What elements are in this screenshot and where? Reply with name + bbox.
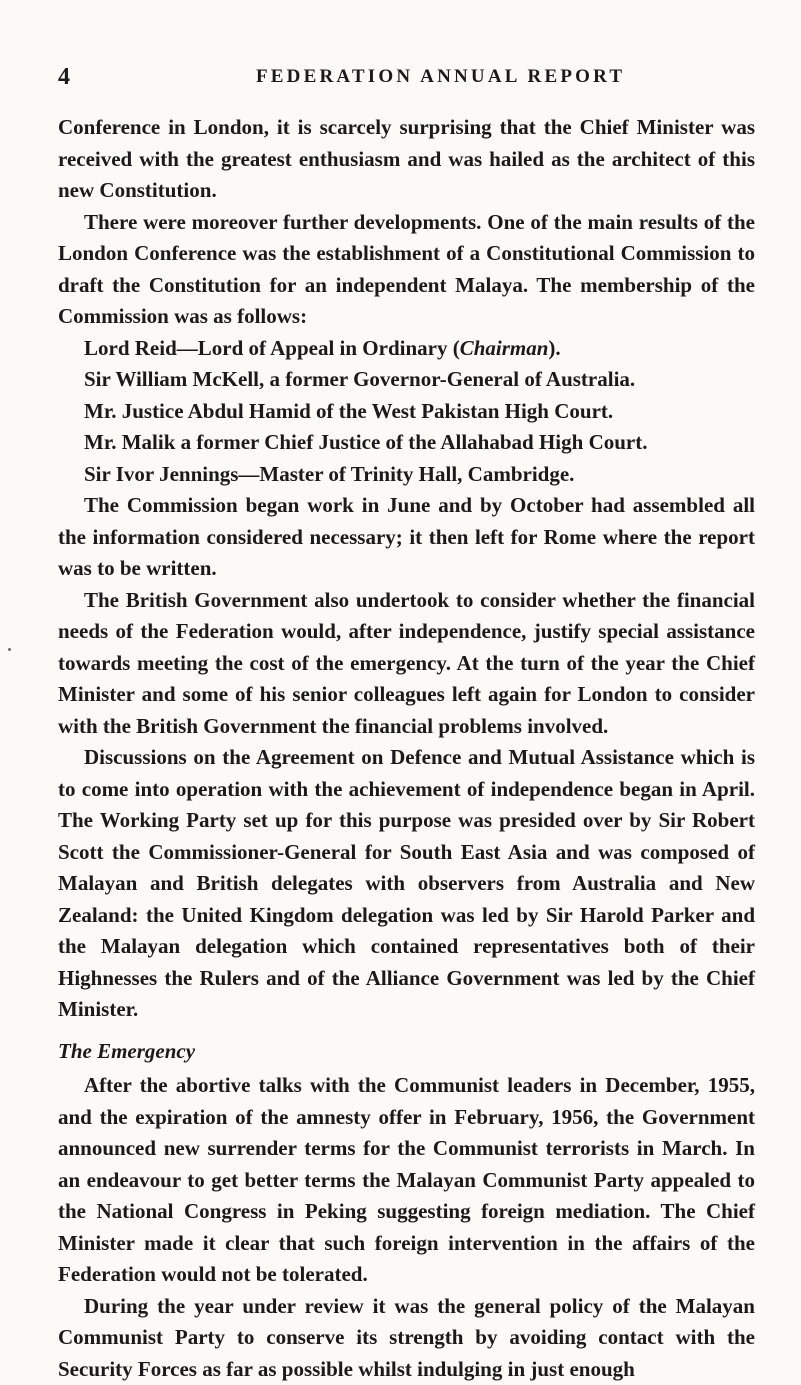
body-text [58, 112, 755, 1385]
paragraph-commission-work: The Commission began work in June and by October had assembled all the information considered necessary; it then left for Rome where the report was to be written. [58, 490, 755, 585]
section-heading: The Emergency [58, 1036, 755, 1068]
scan-speck [8, 648, 11, 651]
member-item: Sir William McKell, a former Governor-General of Australia. [58, 364, 755, 396]
paragraph-communist-policy: During the year under review it was the general policy of the Malayan Communist Party to conserve its strength by avoiding contact with the Security Forces as far as possible whilst indulging in just enough [58, 1291, 755, 1385]
paragraph-defence-agreement: Discussions on the Agreement on Defence and Mutual Assistance which is to come into operation with the achievement of independence began in April. The Working Party set up for this purpose was presided over by Sir Robert Scott the Commissioner-General for South East Asia and was composed of Malayan and British delegates with observers from Australia and New Zealand: the United Kingdom delegation was led by Sir Harold Parker and the Malayan delegation which contained representatives both of their Highnesses the Rulers and of the Alliance Government was led by the Chief Minister. [58, 742, 755, 1026]
member-item: Sir Ivor Jennings—Master of Trinity Hall, Cambridge. [58, 459, 755, 491]
member-item: Mr. Justice Abdul Hamid of the West Pakistan High Court. [58, 396, 755, 428]
paragraph-continuation: Conference in London, it is scarcely surprising that the Chief Minister was received with the greatest enthusiasm and was hailed as the architect of this new Constitution. [58, 112, 755, 207]
running-title: FEDERATION ANNUAL REPORT [256, 62, 625, 92]
paragraph-financial-needs: The British Government also undertook to consider whether the financial needs of the Federation would, after independence, justify special assistance towards meeting the cost of the emergency. At the turn of the year the Chief Minister and some of his senior colleagues left again for London to consider with the British Government the financial problems involved. [58, 585, 755, 743]
page-number: 4 [58, 62, 70, 92]
member-suffix: ). [548, 336, 560, 360]
paragraph-surrender-terms: After the abortive talks with the Communist leaders in December, 1955, and the expiration of the amnesty offer in February, 1956, the Government announced new surrender terms for the Communist terrorists in March. In an endeavour to get better terms the Malayan Communist Party appealed to the National Congress in Peking suggesting foreign mediation. The Chief Minister made it clear that such foreign intervention in the affairs of the Federation would not be tolerated. [58, 1070, 755, 1291]
member-item: Mr. Malik a former Chief Justice of the Allahabad High Court. [58, 427, 755, 459]
page-header [58, 62, 758, 92]
paragraph-commission-intro: There were moreover further developments. One of the main results of the London Conference was the establishment of a Constitutional Commission to draft the Constitution for an independent Malaya. The membership of the Commission was as follows: [58, 207, 755, 333]
member-text: Lord Reid—Lord of Appeal in Ordinary ( [84, 336, 460, 360]
member-role: Chairman [460, 336, 549, 360]
commission-member-list [58, 333, 755, 491]
member-item [58, 333, 755, 365]
